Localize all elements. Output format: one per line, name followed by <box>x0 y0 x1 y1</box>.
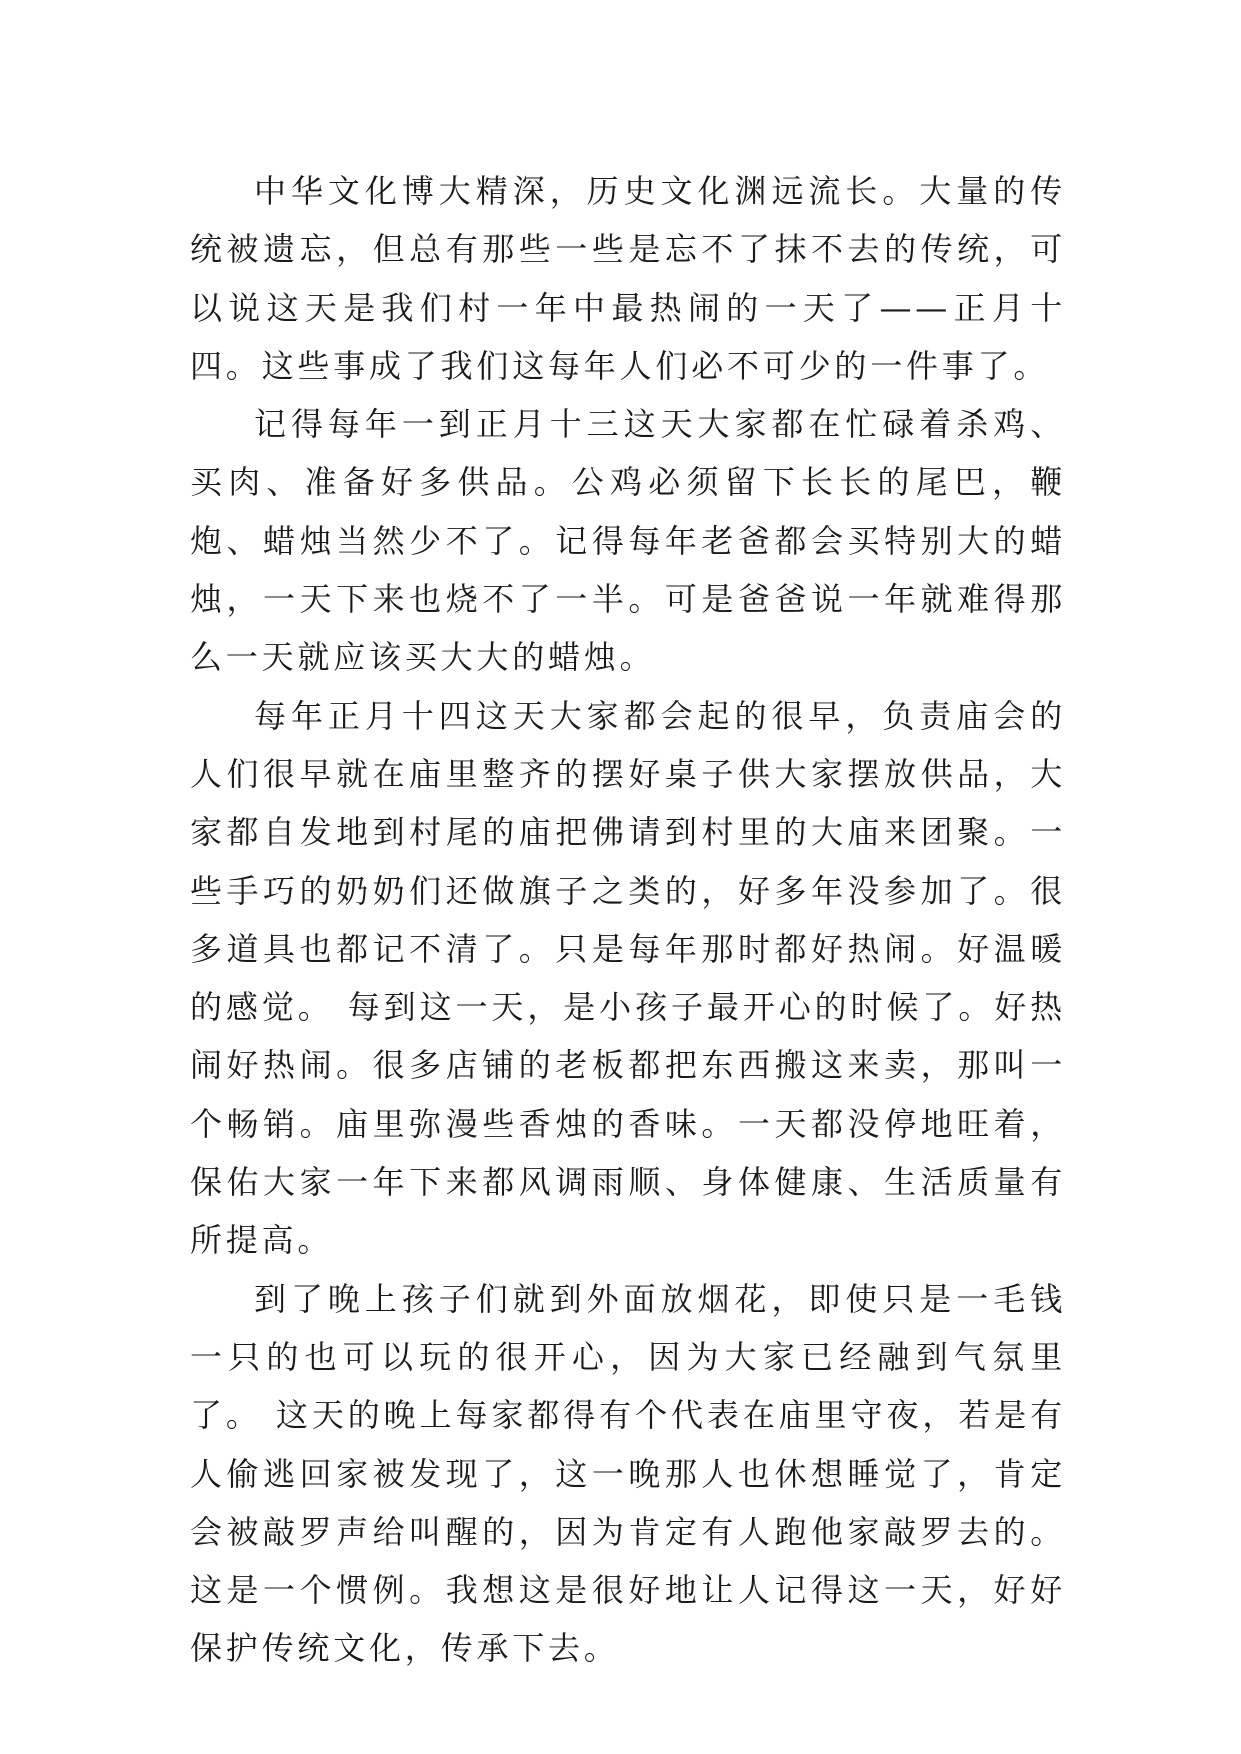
paragraph: 到了晚上孩子们就到外面放烟花，即使只是一毛钱一只的也可以玩的很开心，因为大家已经融到气氛里了。 这天的晚上每家都得有个代表在庙里守夜，若是有人偷逃回家被发现了，这一晚那人也休想睡觉了，肯定会被敲罗声给叫醒的，因为肯定有人跑他家敲罗去的。这是一个惯例。我想这是很好地让人记得这一天，好好保护传统文化，传承下去。 <box>190 1279 1066 1668</box>
paragraph: 每年正月十四这天大家都会起的很早，负责庙会的人们很早就在庙里整齐的摆好桌子供大家摆放供品，大家都自发地到村尾的庙把佛请到村里的大庙来团聚。一些手巧的奶奶们还做旗子之类的，好多年没参加了。很多道具也都记不清了。只是每年那时都好热闹。好温暖的感觉。 每到这一天，是小孩子最开心的时候了。好热闹好热闹。很多店铺的老板都把东西搬这来卖，那叫一个畅销。庙里弥漫些香烛的香味。一天都没停地旺着，保佑大家一年下来都风调雨顺、身体健康、生活质量有所提高。 <box>190 696 1066 1260</box>
paragraph: 中华文化博大精深，历史文化渊远流长。大量的传统被遗忘，但总有那些一些是忘不了抹不去的传统，可以说这天是我们村一年中最热闹的一天了——正月十四。这些事成了我们这每年人们必不可少的一件事了。 <box>190 172 1066 385</box>
paragraph: 记得每年一到正月十三这天大家都在忙碌着杀鸡、买肉、准备好多供品。公鸡必须留下长长的尾巴，鞭炮、蜡烛当然少不了。记得每年老爸都会买特别大的蜡烛，一天下来也烧不了一半。可是爸爸说一年就难得那么一天就应该买大大的蜡烛。 <box>190 405 1066 677</box>
document-body <box>190 162 1066 1678</box>
